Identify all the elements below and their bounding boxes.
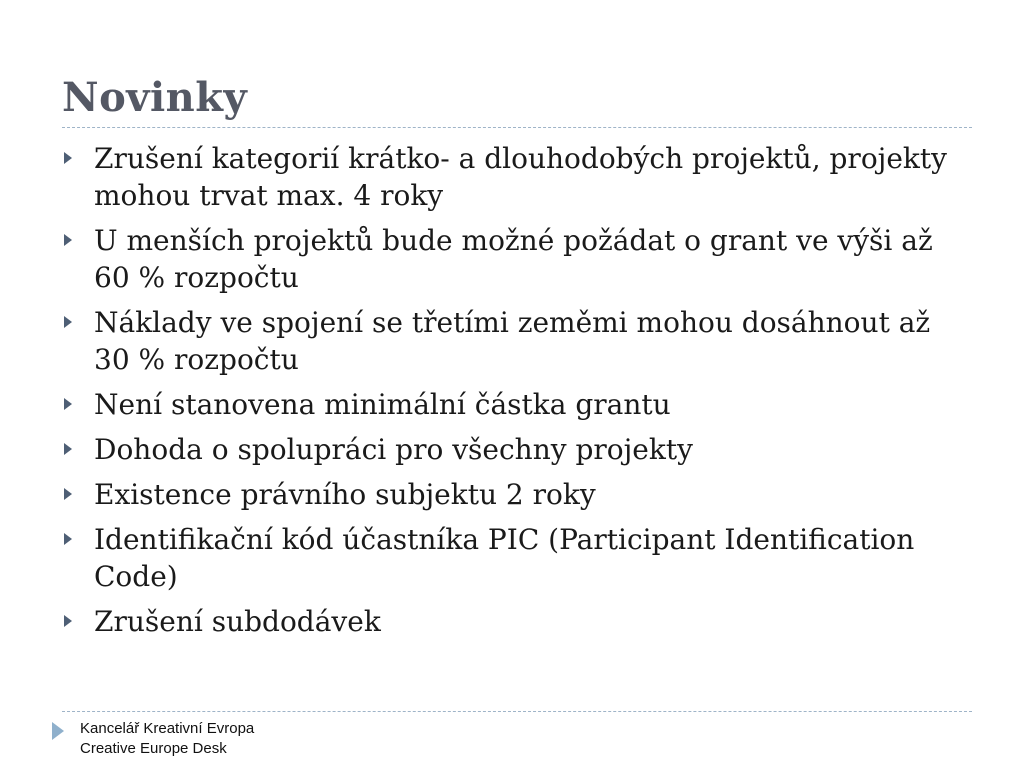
bullet-item (62, 304, 972, 378)
triangle-bullet-icon (64, 443, 72, 455)
bullet-item (62, 386, 972, 423)
bullet-list (62, 140, 972, 648)
bullet-text: Existence právního subjektu 2 roky (94, 478, 596, 511)
bullet-item (62, 476, 972, 513)
bullet-text: Zrušení kategorií krátko- a dlouhodobých projektů, projekty mohou trvat max. 4 roky (94, 142, 947, 212)
triangle-logo-icon (52, 722, 64, 740)
bullet-text: Náklady ve spojení se třetími zeměmi mohou dosáhnout až 30 % rozpočtu (94, 306, 931, 376)
footer-line-english: Creative Europe Desk (80, 740, 227, 757)
triangle-bullet-icon (64, 152, 72, 164)
footer-divider (62, 711, 972, 712)
slide-title: Novinky (62, 74, 248, 121)
bullet-text: U menších projektů bude možné požádat o grant ve výši až 60 % rozpočtu (94, 224, 933, 294)
footer-organization (80, 719, 254, 759)
bullet-text: Dohoda o spolupráci pro všechny projekty (94, 433, 693, 466)
triangle-bullet-icon (64, 533, 72, 545)
footer-line-czech: Kancelář Kreativní Evropa (80, 720, 255, 737)
triangle-bullet-icon (64, 488, 72, 500)
bullet-text: Zrušení subdodávek (94, 605, 381, 638)
triangle-bullet-icon (64, 398, 72, 410)
bullet-text: Identifikační kód účastníka PIC (Participant Identification Code) (94, 523, 915, 593)
bullet-item (62, 603, 972, 640)
bullet-item (62, 521, 972, 595)
bullet-text: Není stanovena minimální částka grantu (94, 388, 671, 421)
bullet-item (62, 140, 972, 214)
triangle-bullet-icon (64, 234, 72, 246)
bullet-item (62, 431, 972, 468)
triangle-bullet-icon (64, 615, 72, 627)
triangle-bullet-icon (64, 316, 72, 328)
bullet-item (62, 222, 972, 296)
title-divider (62, 127, 972, 128)
